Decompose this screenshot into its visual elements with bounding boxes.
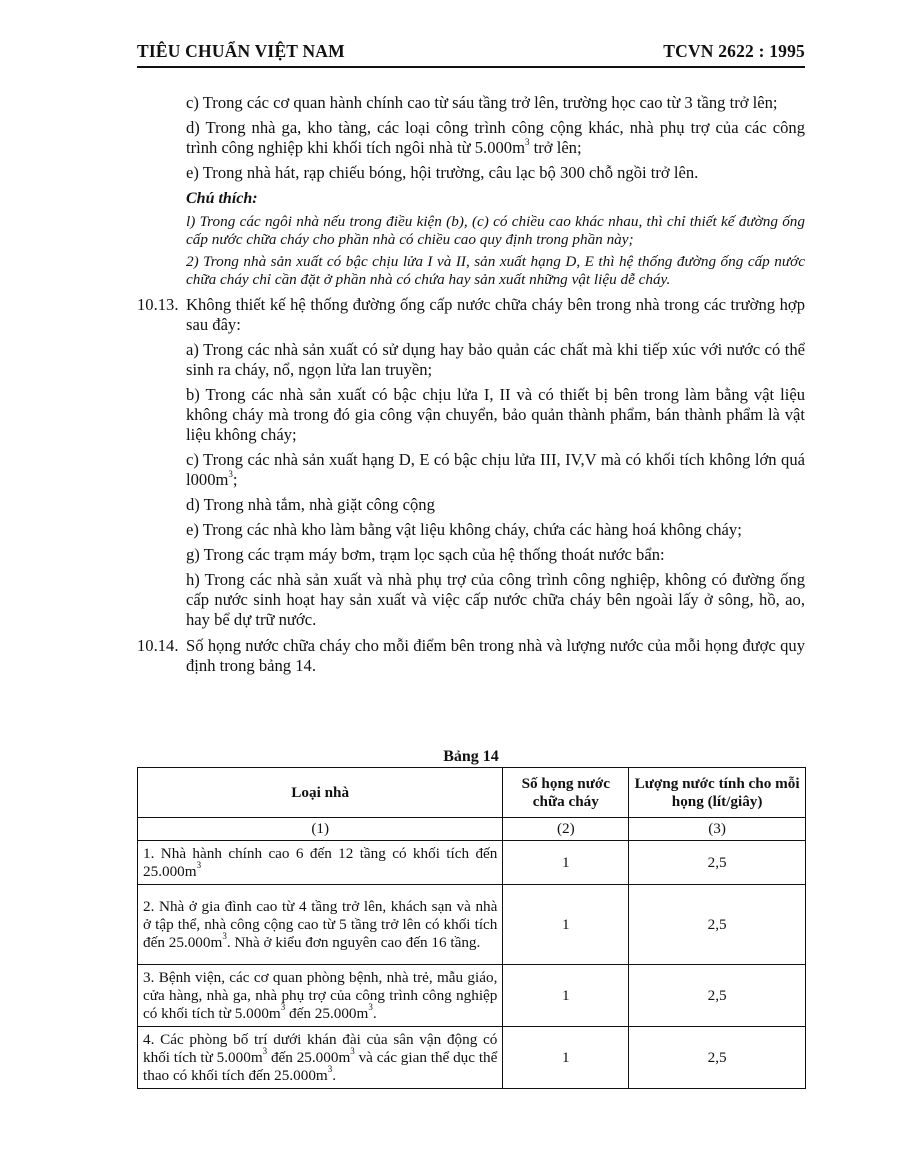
row-4-count: 1 <box>503 1027 629 1089</box>
colnum-1: (1) <box>138 818 503 841</box>
section-10-13-item-c: c) Trong các nhà sản xuất hạng D, E có bậc chịu lửa III, IV,V mà có khối tích không lớn quá $l000m^3$; <box>186 450 805 489</box>
paragraph-c: c) Trong các cơ quan hành chính cao từ sáu tầng trở lên, trường học cao từ 3 tầng trở lên; <box>186 93 778 112</box>
row-1-building-type: 1. Nhà hành chính cao 6 đến 12 tầng có khối tích đến $25.000m^3$ <box>138 841 503 885</box>
paragraph-e: e) Trong nhà hát, rạp chiếu bóng, hội trường, câu lạc bộ 300 chỗ ngồi trở lên. <box>186 163 699 182</box>
section-10-13-item-b: b) Trong các nhà sản xuất có bậc chịu lửa I, II và có thiết bị bên trong làm bằng vật liệu không cháy mà trong đó gia công vận chuyển, bảo quản thành phẩm, bán thành phẩm là vật liệu không cháy; <box>186 385 805 444</box>
section-10-14-text: Số họng nước chữa cháy cho mỗi điểm bên trong nhà và lượng nước của mỗi họng được quy định trong bảng 14. <box>186 636 805 675</box>
colnum-3: (3) <box>629 818 806 841</box>
section-10-14-number: 10.14. <box>137 636 179 655</box>
table-14 <box>137 767 806 1089</box>
table-title: Bảng 14 <box>443 748 499 765</box>
section-10-13 <box>137 295 805 335</box>
document-body <box>137 93 805 676</box>
table-row <box>138 841 806 885</box>
table-row <box>138 965 806 1027</box>
header-water-flow: Lượng nước tính cho mỗi họng (lít/giây) <box>629 768 806 818</box>
table-colnum-row <box>138 818 806 841</box>
row-4-building-type: 4. Các phòng bố trí dưới khán đài của sân vận động có khối tích từ $5.000m^3$ đến $25.000m^3$ và các gian thể dục thể thao có khối tích đến $25.000m^3$. <box>138 1027 503 1089</box>
row-2-building-type: 2. Nhà ở gia đình cao từ 4 tầng trở lên, khách sạn và nhà ở tập thể, nhà công cộng cao từ 5 tầng trở lên có khối tích đến $25.000m^3$. Nhà ở kiểu đơn nguyên cao đến 16 tầng. <box>138 885 503 965</box>
row-3-count: 1 <box>503 965 629 1027</box>
colnum-2: (2) <box>503 818 629 841</box>
note-title: Chú thích: <box>186 190 258 207</box>
table-header-row <box>138 768 806 818</box>
row-1-flow: 2,5 <box>629 841 806 885</box>
section-10-13-item-h: h) Trong các nhà sản xuất và nhà phụ trợ của công trình công nghiệp, không có đường ống cấp nước sinh hoạt hay sản xuất và việc cấp nước chữa cháy bên ngoài lấy ở sông, hồ, ao, hay bể dự trữ nước. <box>186 570 805 629</box>
row-2-count: 1 <box>503 885 629 965</box>
header-building-type: Loại nhà <box>138 768 503 818</box>
row-3-building-type: 3. Bệnh viện, các cơ quan phòng bệnh, nhà trẻ, mẫu giáo, cửa hàng, nhà ga, nhà phụ trợ của công trình công nghiệp có khối tích từ $5.000m^3$ đến $25.000m^3$. <box>138 965 503 1027</box>
section-10-13-number: 10.13. <box>137 295 179 314</box>
section-10-14 <box>137 636 805 676</box>
header-standard-code: TCVN 2622 : 1995 <box>663 41 805 61</box>
row-2-flow: 2,5 <box>629 885 806 965</box>
note-2: 2) Trong nhà sản xuất có bậc chịu lửa I và II, sản xuất hạng D, E thì hệ thống đường ống cấp nước chữa cháy chỉ cần đặt ở phần nhà có chứa hay sản xuất những vật liệu dễ cháy. <box>186 253 805 288</box>
section-10-13-item-d: d) Trong nhà tắm, nhà giặt công cộng <box>186 495 435 514</box>
table-row <box>138 1027 806 1089</box>
row-3-flow: 2,5 <box>629 965 806 1027</box>
paragraph-d: d) Trong nhà ga, kho tàng, các loại công trình công cộng khác, nhà phụ trợ của các công trình công nghiệp khi khối tích ngôi nhà từ $5.000m^3$ trở lên; <box>186 118 805 157</box>
note-1: l) Trong các ngôi nhà nếu trong điều kiện (b), (c) có chiều cao khác nhau, thì chỉ thiết kế đường ống cấp nước chữa cháy cho phần nhà có chiều cao quy định trong phần này; <box>186 213 805 248</box>
section-10-13-item-a: a) Trong các nhà sản xuất có sử dụng hay bảo quản các chất mà khi tiếp xúc với nước có thể sinh ra cháy, nổ, ngọn lửa lan truyền; <box>186 340 805 379</box>
header-hydrant-count: Số họng nước chữa cháy <box>503 768 629 818</box>
section-10-13-item-e: e) Trong các nhà kho làm bằng vật liệu không cháy, chứa các hàng hoá không cháy; <box>186 520 742 539</box>
section-10-13-text: Không thiết kế hệ thống đường ống cấp nước chữa cháy bên trong nhà trong các trường hợp sau đây: <box>186 295 805 334</box>
page-header <box>137 40 805 68</box>
section-10-13-item-g: g) Trong các trạm máy bơm, trạm lọc sạch của hệ thống thoát nước bẩn: <box>186 545 665 564</box>
header-standard-title: TIÊU CHUẨN VIỆT NAM <box>137 41 345 61</box>
table-row <box>138 885 806 965</box>
row-4-flow: 2,5 <box>629 1027 806 1089</box>
row-1-count: 1 <box>503 841 629 885</box>
